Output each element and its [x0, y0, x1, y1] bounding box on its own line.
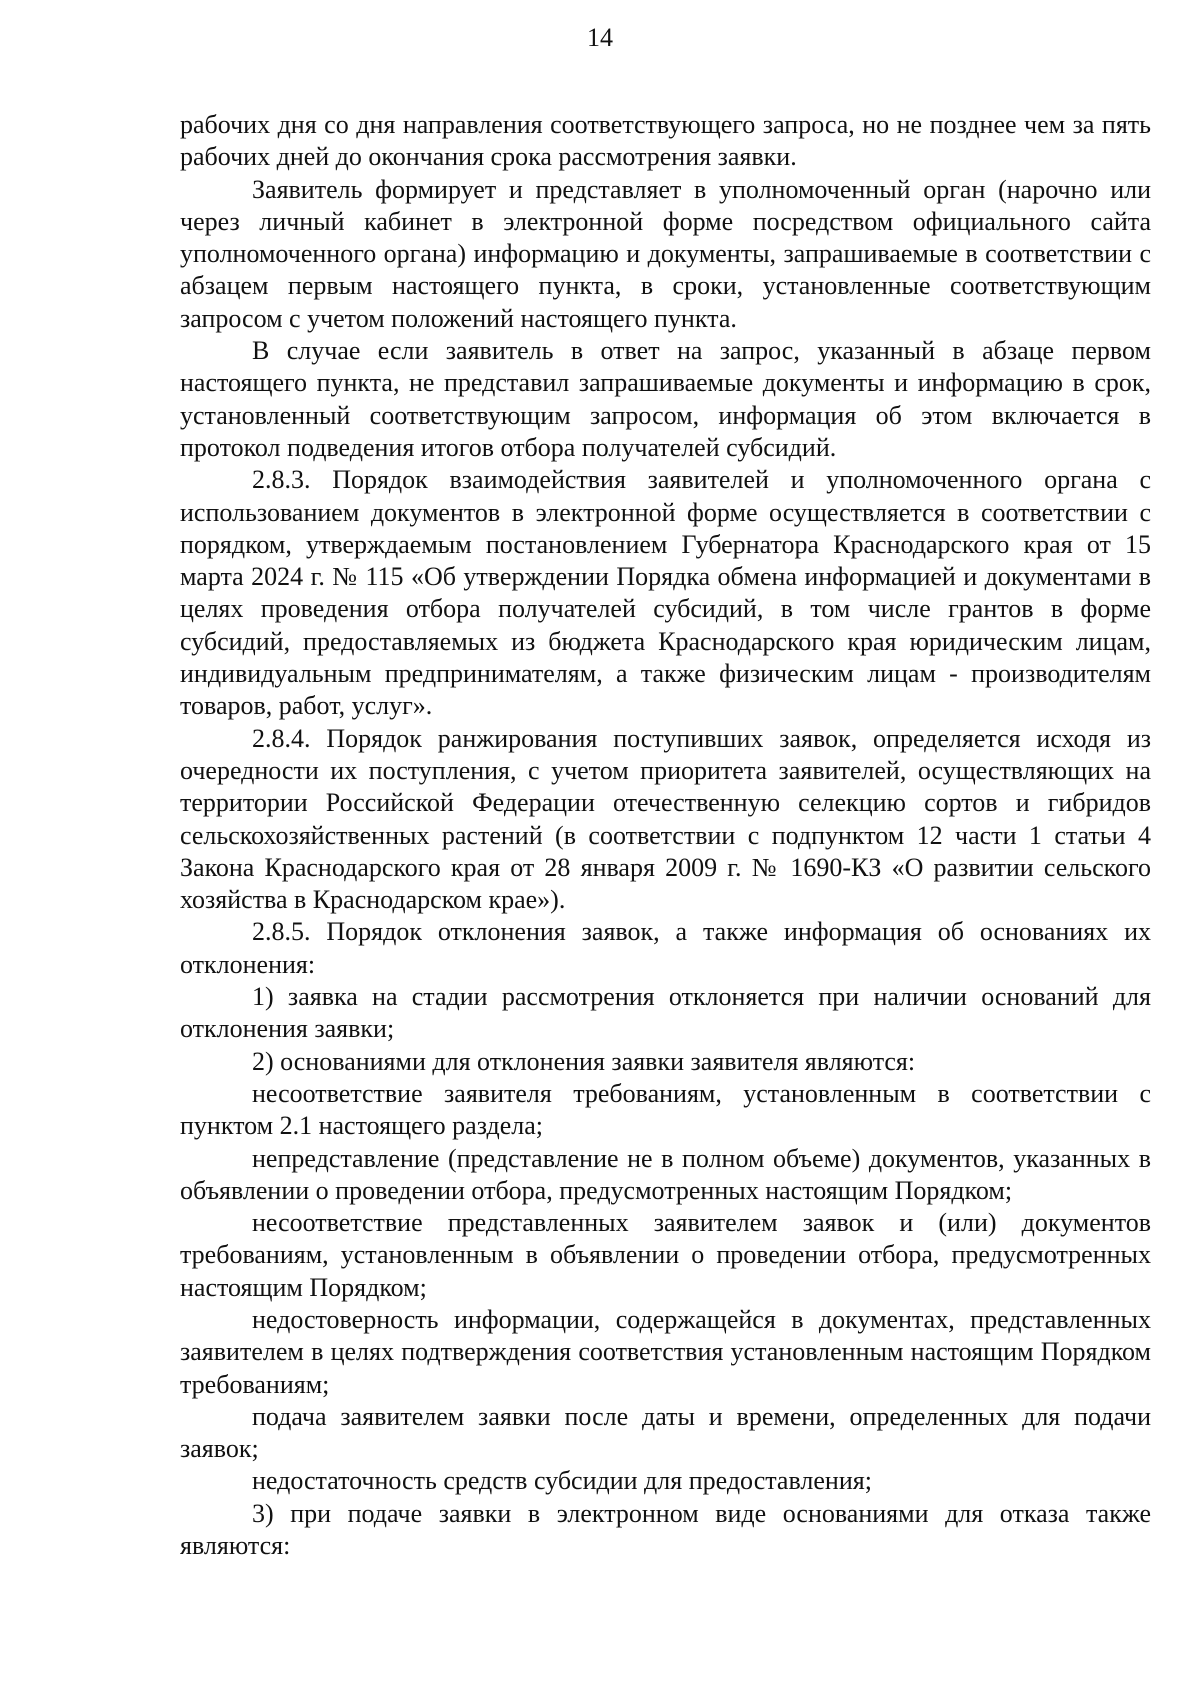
ground-5: подача заявителем заявки после даты и времени, определенных для подачи заявок; [180, 1401, 1151, 1464]
document-body [180, 109, 1151, 1562]
page-number: 14 [587, 23, 613, 52]
paragraph-1: рабочих дня со дня направления соответствующего запроса, но не позднее чем за пять рабочих дней до окончания срока рассмотрения заявки. [180, 110, 1151, 172]
list-item-1: 1) заявка на стадии рассмотрения отклоняется при наличии оснований для отклонения заявки; [180, 982, 1151, 1044]
paragraph-2-8-3: 2.8.3. Порядок взаимодействия заявителей и уполномоченного органа с использованием документов в электронной форме осуществляется в соответствии с порядком, утверждаемым постановлением Губернатора Краснодарского края от 15 марта 2024 г. № 115 «Об утверждении Порядка обмена информацией и документами в целях проведения отбора получателей субсидий, в том числе грантов в форме субсидий, предоставляемых из бюджета Краснодарского края юридическим лицам, индивидуальным предпринимателям, а также физическим лицам - производителям товаров, работ, услуг». [180, 465, 1151, 721]
ground-2: непредставление (представление не в полном объеме) документов, указанных в объявлении о проведении отбора, предусмотренных настоящим Порядком; [180, 1143, 1151, 1205]
ground-1: несоответствие заявителя требованиям, установленным в соответствии с пунктом 2.1 настоящего раздела; [180, 1078, 1151, 1141]
list-item-3: 3) при подаче заявки в электронном виде основаниями для отказа также являются: [180, 1498, 1151, 1561]
paragraph-2-8-4: 2.8.4. Порядок ранжирования поступивших заявок, определяется исходя из очередности их поступления, с учетом приоритета заявителей, осуществляющих на территории Российской Федерации отечественную селекцию сортов и гибридов сельскохозяйственных растений (в соответствии с подпунктом 12 части 1 статьи 4 Закона Краснодарского края от 28 января 2009 г. № 1690-КЗ «О развитии сельского хозяйства в Краснодарском крае»). [180, 723, 1151, 915]
paragraph-2-8-5: 2.8.5. Порядок отклонения заявок, а также информация об основаниях их отклонения: [180, 917, 1151, 979]
list-item-2: 2) основаниями для отклонения заявки заявителя являются: [252, 1046, 916, 1076]
paragraph-3: В случае если заявитель в ответ на запрос, указанный в абзаце первом настоящего пункта, не представил запрашиваемые документы и информацию в срок, установленный соответствующим запросом, информация об этом включается в протокол подведения итогов отбора получателей субсидий. [180, 336, 1151, 462]
ground-3: несоответствие представленных заявителем заявок и (или) документов требованиям, установленным в объявлении о проведении отбора, предусмотренных настоящим Порядком; [180, 1208, 1151, 1302]
paragraph-2: Заявитель формирует и представляет в уполномоченный орган (нарочно или через личный кабинет в электронной форме посредством официального сайта уполномоченного органа) информацию и документы, запрашиваемые в соответствии с абзацем первым настоящего пункта, в сроки, установленные соответствующим запросом с учетом положений настоящего пункта. [180, 174, 1151, 333]
ground-6: недостаточность средств субсидии для предоставления; [252, 1466, 872, 1496]
ground-4: недостоверность информации, содержащейся в документах, представленных заявителем в целях подтверждения соответствия установленным настоящим Порядком требованиям; [180, 1304, 1151, 1399]
